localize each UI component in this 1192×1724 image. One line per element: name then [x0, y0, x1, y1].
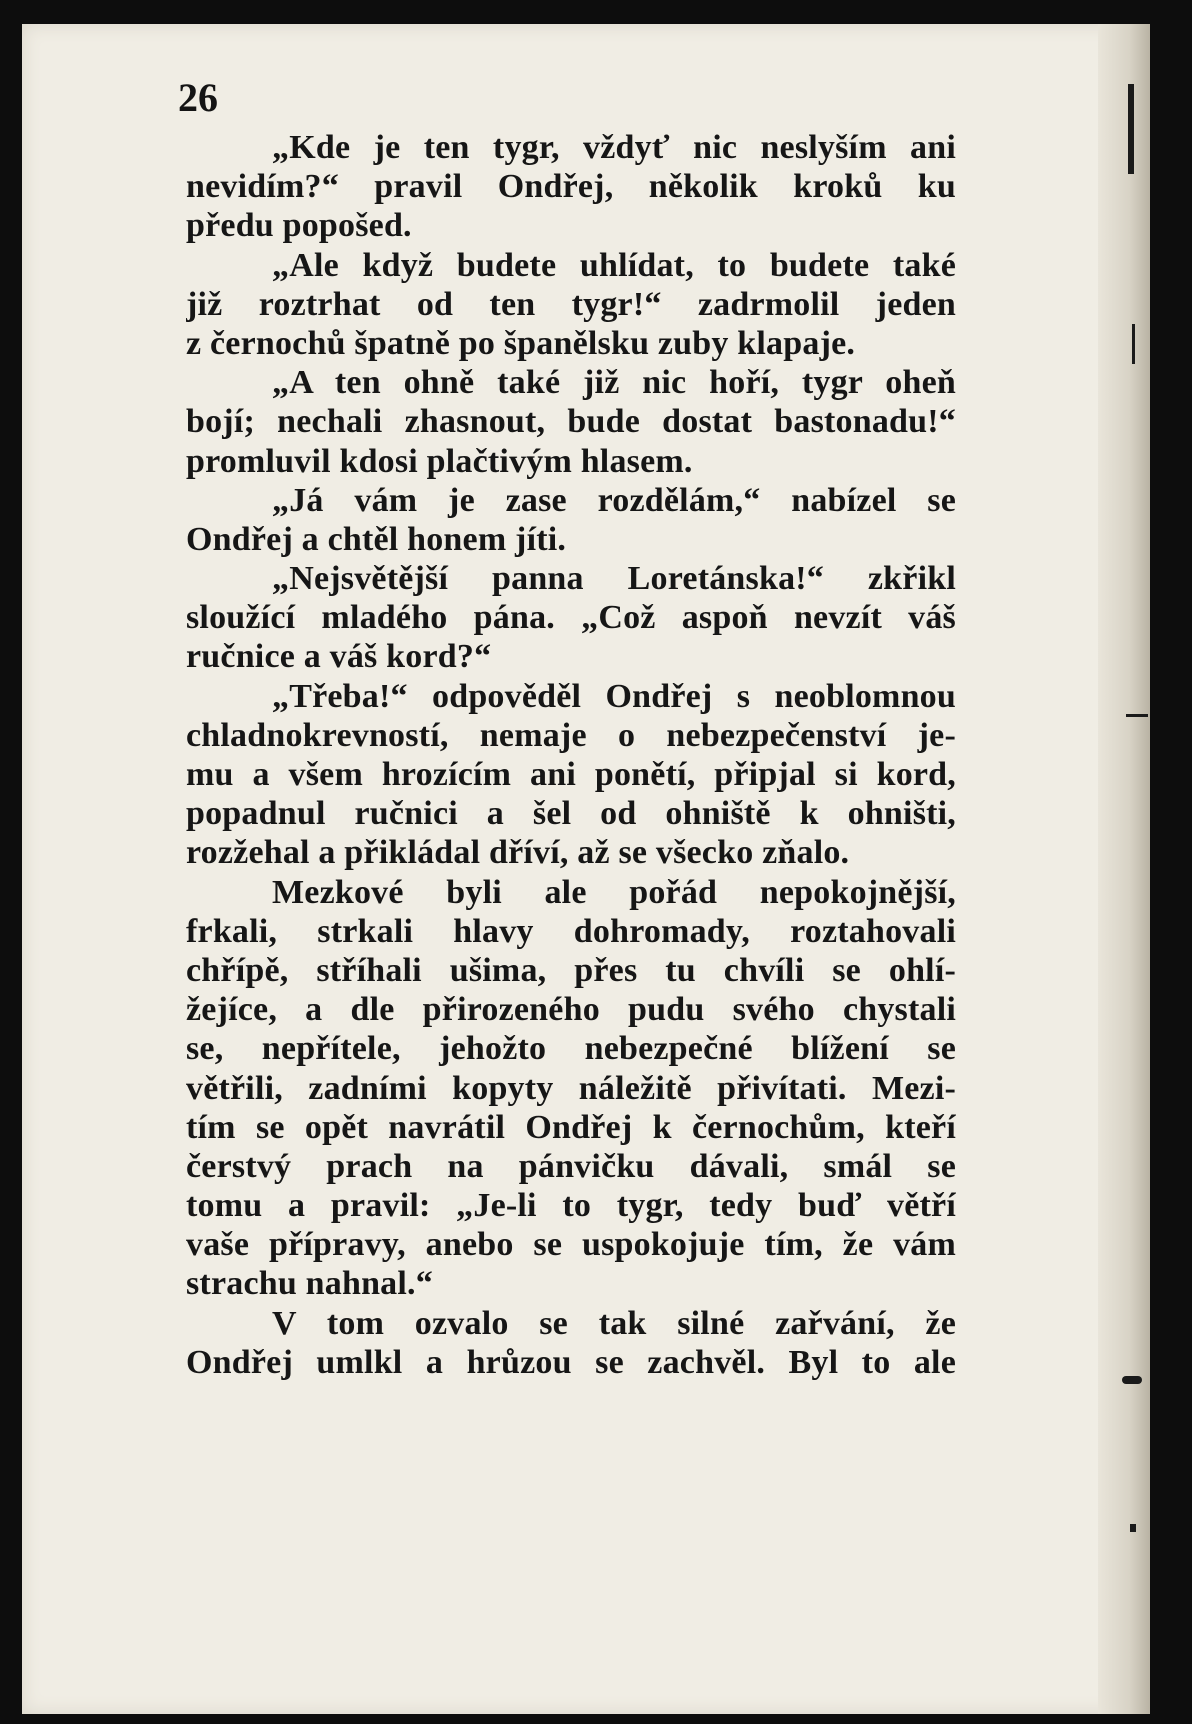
gutter-mark: [1122, 1376, 1142, 1384]
text-line: „Kde je ten tygr, vždyť nic neslyším ani: [272, 129, 956, 166]
text-line: Ondřej umlkl a hrůzou se zachvěl. Byl to ale: [186, 1343, 956, 1381]
text-line: promluvil kdosi plačtivým hlasem.: [186, 442, 693, 480]
text-line: frkali, strkali hlavy dohromady, roztahovali: [186, 912, 956, 950]
page-number: 26: [178, 75, 218, 120]
text-line: mu a všem hrozícím ani ponětí, připjal si kord,: [186, 756, 956, 793]
text-line: čerstvý prach na pánvičku dávali, smál se: [186, 1147, 956, 1185]
gutter-mark: [1132, 324, 1135, 364]
text-line: chladnokrevností, nemaje o nebezpečenství je-: [186, 716, 956, 754]
text-line: strachu nahnal.“: [186, 1265, 433, 1303]
text-line: tomu a pravil: „Je-li to tygr, tedy buď větří: [186, 1187, 956, 1225]
text-line: Ondřej a chtěl honem jíti.: [186, 520, 567, 558]
text-line: V tom ozvalo se tak silné zařvání, že: [272, 1304, 956, 1342]
text-line: Mezkové byli ale pořád nepokojnější,: [272, 873, 956, 911]
gutter-mark: [1128, 84, 1134, 174]
text-line: „Já vám je zase rozdělám,“ nabízel se: [272, 481, 956, 519]
page-gutter: [1098, 24, 1150, 1714]
text-line: předu popošed.: [186, 207, 412, 245]
text-line: nevidím?“ pravil Ondřej, několik kroků ku: [186, 168, 956, 206]
gutter-mark: [1126, 714, 1148, 717]
text-line: „Ale když budete uhlídat, to budete také: [272, 246, 956, 284]
text-line: tím se opět navrátil Ondřej k černochům, kteří: [186, 1108, 956, 1146]
text-line: ručnice a váš kord?“: [186, 638, 492, 676]
text-line: již roztrhat od ten tygr!“ zadrmolil jeden: [186, 285, 956, 323]
text-line: „Třeba!“ odpověděl Ondřej s neoblomnou: [272, 677, 956, 715]
text-line: sloužící mladého pána. „Což aspoň nevzít váš: [186, 599, 956, 637]
body-text: [186, 128, 956, 1382]
text-line: z černochů špatně po španělsku zuby klapaje.: [186, 324, 856, 362]
text-line: chřípě, stříhali ušima, přes tu chvíli se ohlí-: [186, 951, 956, 989]
gutter-mark: [1130, 1524, 1136, 1532]
text-line: žejíce, a dle přirozeného pudu svého chystali: [186, 991, 956, 1029]
text-line: rozžehal a přikládal dříví, až se všecko zňalo.: [186, 834, 850, 872]
text-line: větřili, zadními kopyty náležitě přivítati. Mezi-: [186, 1069, 956, 1107]
text-line: bojí; nechali zhasnout, bude dostat bastonadu!“: [186, 403, 956, 441]
text-line: se, nepřítele, jehožto nebezpečné blížení se: [186, 1030, 956, 1068]
text-line: „A ten ohně také již nic hoří, tygr oheň: [272, 364, 956, 402]
text-line: „Nejsvětější panna Loretánska!“ zkřikl: [272, 560, 956, 598]
text-line: popadnul ručnici a šel od ohniště k ohništi,: [186, 795, 956, 833]
text-line: vaše přípravy, anebo se uspokojuje tím, že vám: [186, 1226, 956, 1264]
